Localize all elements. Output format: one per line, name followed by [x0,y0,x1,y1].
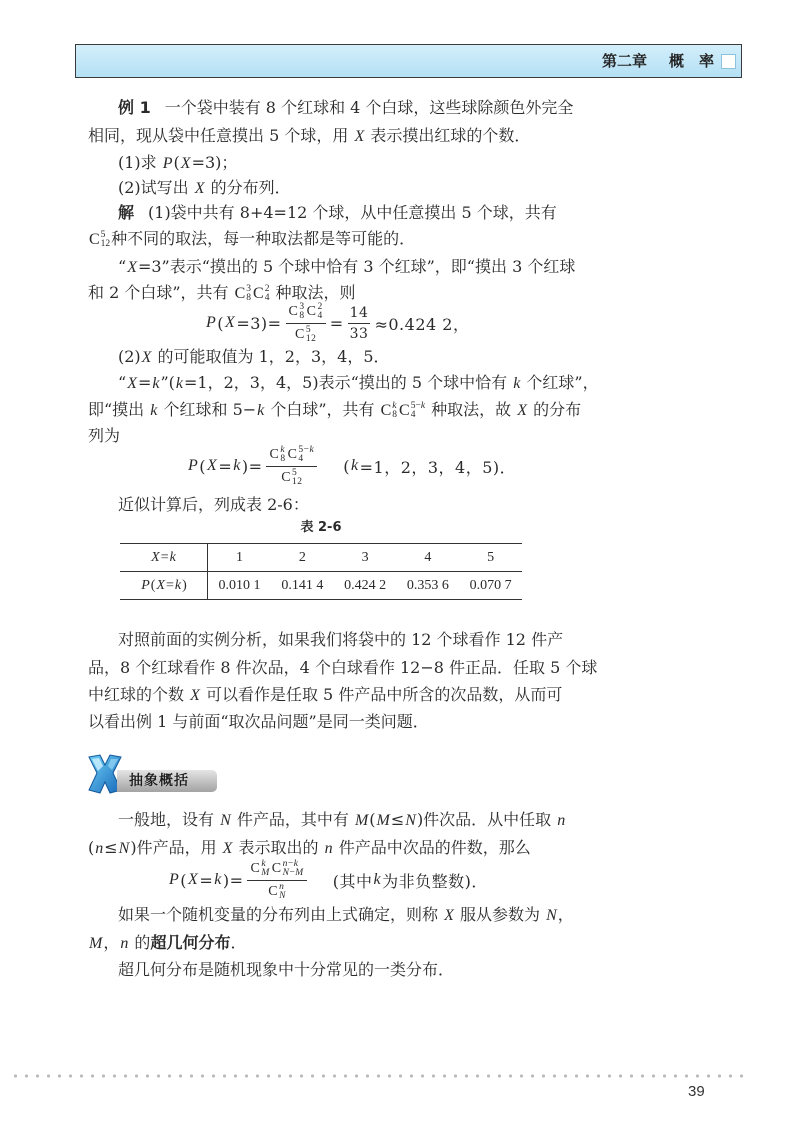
var-k: k [513,375,521,392]
text: 对照前面的实例分析，如果我们将袋中的 12 个球看作 12 件产 [118,630,564,649]
var-p: P [169,871,180,888]
comb-base: C [294,326,305,342]
table-row [120,572,522,600]
text: =1，2，3，4，5)． [359,457,517,477]
var-k: k [174,577,182,593]
quote-open: “ [118,373,127,392]
summary-line-3 [118,904,574,927]
solution-line-1 [118,202,557,224]
text: 个红球”， [521,373,599,392]
var-n: n [282,858,288,869]
text: (1)袋中共有 8+4=12 个球，从中任意摸出 5 个球，共有 [148,203,557,222]
text: 表示摸出红球的个数． [365,126,531,145]
var-x: X [207,457,218,474]
table-caption: 表 2-6 [300,520,342,535]
section-title-banner: 抽象概括 [117,770,217,792]
table-cell: 4 [396,544,459,572]
comb-sup: k [392,400,397,411]
comb-base: C [288,303,299,319]
text: 以看出例 1 与前面“取次品问题”是同一类问题． [88,712,429,731]
fraction-denominator: 33 [349,325,369,342]
var-k: k [175,375,184,392]
text: 的分布 [528,400,582,419]
table-cell: 0.141 4 [271,572,334,600]
var-x: X [180,155,191,172]
defined-term: 超几何分布 [150,933,231,952]
text: ． [230,933,247,952]
var-n: n [95,840,104,857]
analysis-line-1 [118,629,563,651]
text: 近似计算后，列成表 2-6： [118,495,309,514]
comb-sub: 8 [280,453,286,464]
comb-sub: 4 [264,292,270,303]
combination-symbol [235,285,251,303]
comb-base: C [281,469,292,485]
var-k: k [150,402,158,419]
text: 个红球和 5− [158,400,257,419]
var-m-upper: M [89,935,103,952]
table-cell: 3 [334,544,397,572]
comb-indices [261,860,269,878]
paren-open: ( [150,577,156,593]
var-k: k [420,400,426,411]
formula-p-x-3 [205,301,469,345]
comb-indices [292,469,303,487]
fraction-denominator [267,881,287,901]
table-header-cell [120,572,208,600]
text: )件次品．从中任取 [416,810,557,829]
paren-open: ( [199,456,207,476]
table-header-cell [120,544,208,572]
question-2 [118,177,291,200]
equals-sign: = [160,549,169,565]
comb-sub: M [261,867,270,878]
paren-open: ( [180,870,188,890]
comb-base: C [399,401,410,419]
combination-symbol [289,303,305,321]
text: 一般地，设有 [118,810,220,829]
text: 服从参数为 [454,905,546,924]
comb-indices [279,883,286,901]
comb-indices [299,303,304,321]
comb-base: C [89,230,100,248]
equals-sign: = [199,870,214,890]
text: 如果一个随机变量的分布列由上式确定，则称 [118,905,444,924]
text: 种取法，则 [270,283,356,302]
comb-sup: 3 [299,301,305,312]
var-k: k [214,871,222,888]
var-x: X [225,314,236,331]
paren-open: ( [88,838,95,857]
comb-sup: 2 [317,301,323,312]
footer-dotted-divider [10,1073,746,1079]
comb-sup: 2 [264,283,270,294]
var-k: k [233,457,241,474]
quote-open: “ [118,257,127,276]
var-x: X [222,840,233,857]
solution-line-8 [88,425,120,447]
var-x: X [190,687,200,704]
var-x: X [354,128,365,145]
combination-symbol [250,860,269,878]
combination-symbol [288,446,315,464]
var-p: P [188,457,199,474]
chapter-header-bar [75,44,742,78]
combination-symbol [253,285,269,303]
combination-symbol [399,402,425,420]
example-1-line-2 [88,125,530,148]
text: 的可能取值为 1，2，3，4，5． [152,347,390,366]
text: 的分布列． [205,178,291,197]
var-k: k [373,871,382,888]
table-cell: 5 [459,544,522,572]
paren-close-equals: )= [241,456,263,476]
comb-indices [317,303,322,321]
less-equal-sign: ≤ [104,838,118,857]
combination-symbol [89,231,110,249]
chapter-number: 第二章 [601,52,647,70]
comb-sub: 4 [410,409,416,420]
solution-line-9 [118,494,309,516]
var-x: X [151,549,160,565]
table-cell: 0.353 6 [396,572,459,600]
comb-indices [411,402,425,420]
paren-close: ) [182,577,187,593]
text: 件产品，其中有 [231,810,354,829]
combination-symbol [272,860,304,878]
var-x: X [127,375,137,392]
table-cell: 2 [271,544,334,572]
comb-base: C [269,446,280,462]
summary-line-5 [118,959,454,981]
text: (2) [118,347,141,366]
comb-sup: k [261,858,267,869]
comb-sup: k [280,444,286,455]
fraction [348,305,371,342]
equals-sign: = [329,313,344,333]
var-m-upper: M [295,867,304,878]
var-p: P [206,314,217,331]
comb-sup-prefix: 5− [410,400,421,411]
text: =1，2，3，4，5)表示“摸出的 5 个球中恰有 [184,373,513,392]
text: (2)试写出 [118,178,194,197]
text: 超几何分布是随机现象中十分常见的一类分布． [118,960,455,979]
text: 表示取出的 [233,838,324,857]
comb-sub: 8 [299,310,305,321]
comb-base: C [268,883,279,899]
comb-sup: n [279,881,285,892]
combination-symbol [269,446,285,464]
text: 和 2 个白球”，共有 [88,283,234,302]
text: ”( [160,373,175,392]
summary-line-4 [88,932,246,955]
var-m-upper: M [376,812,390,829]
var-n-upper: N [118,840,130,857]
var-n-upper: N [282,867,290,878]
page-number: 39 [688,1083,705,1100]
comb-base: C [234,284,246,302]
equals-sign: = [166,577,174,593]
combination-symbol [381,402,397,420]
text: 种取法，故 [426,400,517,419]
comb-indices [298,446,314,464]
comma: ， [557,905,574,924]
text: (其中 [332,871,373,891]
text: 相同，现从袋中任意摸出 5 个球，用 [88,126,354,145]
solution-line-5 [118,346,390,369]
comb-base: C [380,401,392,419]
paren-open: ( [217,313,225,333]
solution-label: 解 [118,203,135,222]
comb-sub: 8 [392,409,398,420]
text: 个白球”，共有 [265,400,380,419]
var-k: k [169,549,176,565]
combination-symbol [281,469,302,487]
fraction-numerator [286,303,326,324]
solution-line-7 [88,399,581,422]
paren-close-equals: )= [222,870,244,890]
paren-open: ( [369,810,376,829]
var-x: X [194,180,205,197]
solution-line-3 [118,256,575,279]
comb-indices [265,285,270,303]
combination-symbol [295,326,316,344]
combination-symbol [268,883,286,901]
analysis-line-4 [88,711,429,733]
var-x: X [444,907,454,924]
formula-p-x-k [187,444,516,488]
chapter-title: 概 率 [668,52,714,70]
comb-base: C [253,284,264,302]
solution-line-2 [88,228,415,250]
var-x: X [517,402,528,419]
comb-base: C [271,860,282,876]
text: 可以看作是任取 5 件产品中所含的次品数，从而可 [200,685,563,704]
text: 的 [129,933,151,952]
comb-sub: 12 [100,238,111,249]
chapter-header-title [602,52,714,70]
var-x: X [127,259,137,276]
table-cell: 0.010 1 [208,572,271,600]
formula-hypergeometric [168,858,488,902]
equals-sign: = [137,373,152,392]
table-cell: 1 [208,544,271,572]
comb-base: C [250,860,261,876]
comb-indices [280,446,285,464]
fraction [286,303,326,344]
fraction [266,446,317,487]
fraction-denominator [294,324,317,344]
paren-open: ( [343,456,350,476]
comb-sub: 12 [292,476,303,487]
comb-sub: 12 [305,333,317,344]
summary-line-1 [118,809,566,832]
fraction [247,860,306,901]
summary-line-2 [88,837,531,860]
comma: ， [103,933,120,952]
var-p: P [141,577,150,593]
text: 中红球的个数 [88,685,190,704]
fraction-numerator [247,860,306,881]
equals-sign: = [218,456,233,476]
var-n-upper: N [220,812,231,829]
text: 一个袋中装有 8 个红球和 4 个白球，这些球除颜色外完全 [164,98,574,117]
comb-sub [283,869,304,878]
fraction-numerator: 14 [348,305,371,324]
analysis-line-3 [88,684,562,707]
var-n: n [557,812,566,829]
text: 为非负整数)． [382,871,488,891]
analysis-line-2 [88,657,597,679]
var-x: X [141,349,152,366]
var-k: k [293,858,299,869]
comb-sup: 5 [292,467,298,478]
text: 品，8 个红球看作 8 件次品，4 个白球看作 12−8 件正品．任取 5 个球 [88,658,598,677]
fraction-numerator [266,446,317,467]
comb-sup: 5 [305,324,312,335]
comb-base: C [306,303,317,319]
minus-sign: − [289,867,296,878]
comb-sub: 8 [246,292,252,303]
var-m-upper: M [354,812,369,829]
comb-indices [101,231,111,249]
comb-indices [392,402,397,420]
var-n: n [324,840,333,857]
comb-indices [283,860,304,878]
comb-sub: 4 [298,453,304,464]
var-k: k [351,457,359,474]
comb-sup: 3 [246,283,252,294]
table-cell: 0.070 7 [459,572,522,600]
text: )件产品，用 [130,838,222,857]
header-square-icon [721,54,736,69]
text: =3)； [191,153,238,172]
text: 即“摸出 [88,400,150,419]
text: ≈0.424 2， [374,314,470,334]
comb-base: C [287,446,298,462]
var-x: X [188,871,199,888]
var-p: P [162,155,173,172]
var-n-upper: N [546,907,557,924]
comb-sup: 5 [100,229,106,240]
comb-indices [306,326,317,344]
solution-line-6 [118,372,599,395]
comb-sub: 4 [317,310,323,321]
comb-sub: N [279,890,286,901]
less-equal-sign: ≤ [390,810,405,829]
fraction-denominator [280,467,303,487]
text: 件产品中次品的件数，那么 [333,838,531,857]
paren-open: ( [173,153,180,172]
example-label: 例 1 [118,98,151,117]
question-1 [118,152,237,175]
var-n: n [120,935,129,952]
table-row [120,544,522,572]
text: (1)求 [118,153,162,172]
var-k: k [257,402,265,419]
text: 种不同的取法，每一种取法都是等可能的． [111,229,416,248]
var-k: k [152,375,160,392]
comb-indices [246,285,251,303]
distribution-table [120,543,522,600]
example-1-line-1 [118,97,573,119]
minus-sign: − [287,858,294,869]
comb-sup-prefix: 5− [298,444,310,455]
table-cell: 0.424 2 [334,572,397,600]
text: =3”表示“摸出的 5 个球中恰有 3 个红球”，即“摸出 3 个红球 [137,257,576,276]
var-n-upper: N [405,812,416,829]
var-x: X [156,577,165,593]
var-k: k [309,444,315,455]
combination-symbol [307,303,323,321]
text: =3)= [236,313,282,333]
text: 列为 [88,426,121,445]
